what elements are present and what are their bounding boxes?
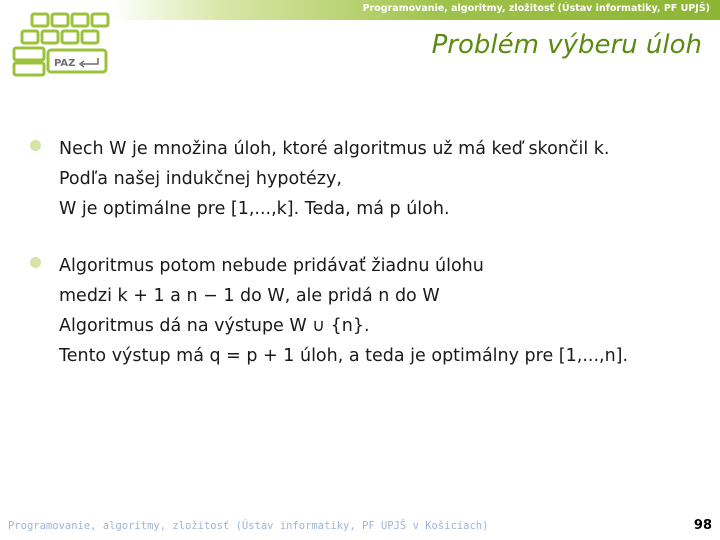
bullet-item xyxy=(30,134,710,224)
bullet-line: Nech W je množina úloh, ktoré algoritmus už má keď skončil k. xyxy=(59,139,610,159)
bullet-line: medzi k + 1 a n − 1 do W, ale pridá n do W xyxy=(59,286,440,306)
bullet-list xyxy=(30,134,710,398)
bullet-line: Tento výstup má q = p + 1 úloh, a teda je optimálny pre [1,...,n]. xyxy=(59,346,629,366)
footer-text: Programovanie, algoritmy, zložitosť (Ústav informatiky, PF UPJŠ v Košiciach) xyxy=(8,520,489,532)
bullet-line: Podľa našej indukčnej hypotézy, xyxy=(59,169,342,189)
paz-logo-icon xyxy=(10,10,115,80)
logo-text: PAZ xyxy=(54,58,76,69)
header-bar xyxy=(112,0,720,20)
bullet-dot-icon xyxy=(30,140,41,151)
bullet-line: Algoritmus dá na výstupe W ∪ {n}. xyxy=(59,316,370,336)
slide-title: Problém výberu úloh xyxy=(431,30,702,60)
header-course-title: Programovanie, algoritmy, zložitosť (Ústav informatiky, PF UPJŠ) xyxy=(362,3,710,14)
bullet-line: W je optimálne pre [1,...,k]. Teda, má p úloh. xyxy=(59,199,450,219)
page-number: 98 xyxy=(693,518,712,533)
bullet-dot-icon xyxy=(30,257,41,268)
bullet-line: Algoritmus potom nebude pridávať žiadnu úlohu xyxy=(59,256,484,276)
bullet-item xyxy=(30,251,710,371)
